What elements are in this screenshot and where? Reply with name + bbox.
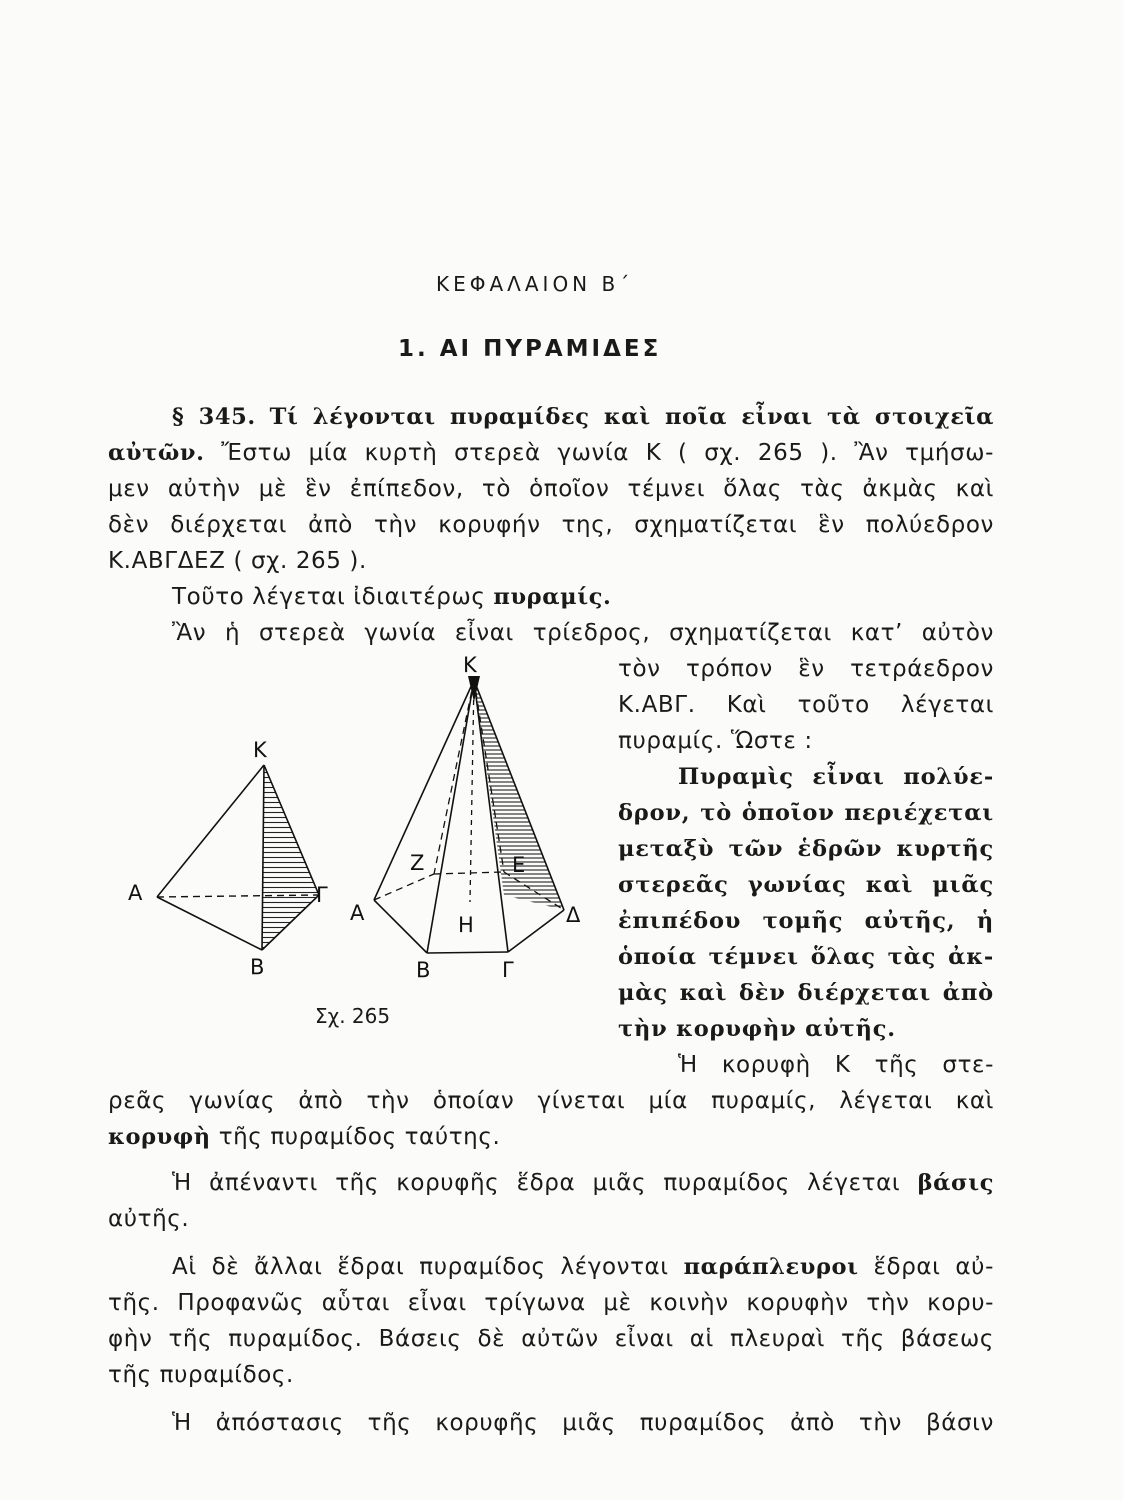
para4-bold: κορυφὴ — [108, 1124, 211, 1150]
para2-text: Τοῦτο λέγεται ἰδιαιτέρως — [172, 584, 486, 610]
para5-text: Ἡ ἀπέναντι τῆς κορυφῆς ἕδρα μιᾶς πυραμίδος λέγεται — [172, 1170, 901, 1196]
pyr-label-k: Κ — [463, 653, 477, 677]
para4-rest: τῆς πυραμίδος ταύτης. — [218, 1124, 501, 1150]
pyr-label-d: Δ — [566, 903, 581, 927]
definition-line7: μὰς καὶ δὲν διέρχεται ἀπὸ — [618, 980, 994, 1006]
para5-line1 — [172, 1170, 994, 1196]
definition-line2: δρον, τὸ ὁποῖον περιέχεται — [618, 800, 994, 826]
para1-heading-end: αὐτῶν. — [108, 440, 205, 466]
para6-line3: φὴν τῆς πυραμίδος. Βάσεις δὲ αὐτῶν εἶναι αἱ πλευραὶ τῆς βάσεως — [108, 1326, 994, 1352]
section-number: § 345. — [172, 404, 256, 430]
para1-line1 — [172, 404, 994, 430]
para5-line2: αὐτῆς. — [108, 1206, 190, 1232]
pyr-label-z: Ζ — [410, 851, 425, 875]
para4-line3 — [108, 1124, 500, 1150]
tetra-label-g: Γ — [316, 883, 328, 907]
para6-text-b: ἕδραι αὐ- — [873, 1254, 994, 1280]
para6-text-a: Αἱ δὲ ἄλλαι ἕδραι πυραμίδος λέγονται — [172, 1254, 669, 1280]
para3-line2: τὸν τρόπον ἓν τετράεδρον — [618, 656, 994, 682]
tetra-label-a: Α — [128, 881, 143, 905]
para2-line — [172, 584, 611, 610]
para4-line2: ρεᾶς γωνίας ἀπὸ τὴν ὁποίαν γίνεται μία πυραμίς, λέγεται καὶ — [108, 1088, 994, 1114]
para2-bold: πυραμίς. — [493, 584, 612, 610]
para1-line2 — [108, 440, 994, 466]
pyr-label-e: Ε — [512, 853, 526, 877]
section-title: 1. ΑΙ ΠΥΡΑΜΙΔΕΣ — [398, 336, 662, 362]
figure-caption: Σχ. 265 — [315, 1004, 391, 1028]
para1-heading: Τί λέγονται πυραμίδες καὶ ποῖα εἶναι τὰ στοιχεῖα — [269, 404, 994, 430]
para6-line2: τῆς. Προφανῶς αὗται εἶναι τρίγωνα μὲ κοινὴν κορυφὴν τὴν κορυ- — [108, 1290, 994, 1316]
chapter-title: ΚΕΦΑΛΑΙΟΝ Β΄ — [436, 272, 634, 296]
para3-line4: πυραμίς. Ὥστε : — [618, 728, 813, 754]
definition-line1: Πυραμὶς εἶναι πολύε- — [678, 764, 994, 790]
para5-bold: βάσις — [917, 1170, 994, 1196]
para3-line3: Κ.ΑΒΓ. Καὶ τοῦτο λέγεται — [618, 692, 994, 718]
pyr-label-g: Γ — [502, 958, 514, 982]
definition-line4: στερεᾶς γωνίας καὶ μιᾶς — [618, 872, 994, 898]
definition-line5: ἐπιπέδου τομῆς αὐτῆς, ἡ — [618, 908, 994, 934]
para1-text: Ἔστω μία κυρτὴ στερεὰ γωνία Κ ( σχ. 265 ). Ἂν τμήσω- — [221, 440, 994, 466]
pyr-label-b: Β — [416, 958, 431, 982]
tetra-label-b: Β — [250, 955, 265, 979]
figure-265 — [110, 640, 610, 1020]
pyramid — [350, 653, 581, 982]
para4-line1: Ἡ κορυφὴ Κ τῆς στε- — [678, 1052, 994, 1078]
tetra-label-k: Κ — [253, 738, 267, 762]
pyr-label-a: Α — [350, 901, 365, 925]
definition-line6: ὁποία τέμνει ὅλας τὰς ἀκ- — [618, 944, 994, 970]
para7-line1: Ἡ ἀπόστασις τῆς κορυφῆς μιᾶς πυραμίδος ἀπὸ τὴν βάσιν — [172, 1410, 994, 1436]
para1-line5: Κ.ΑΒΓΔΕΖ ( σχ. 265 ). — [108, 548, 367, 574]
tetrahedron — [128, 738, 328, 979]
definition-line3: μεταξὺ τῶν ἑδρῶν κυρτῆς — [618, 836, 994, 862]
definition-line8: τὴν κορυφὴν αὐτῆς. — [618, 1016, 896, 1042]
para1-line4: δὲν διέρχεται ἀπὸ τὴν κορυφήν της, σχηματίζεται ἓν πολύεδρον — [108, 512, 994, 538]
para3-line1: Ἂν ἡ στερεὰ γωνία εἶναι τρίεδρος, σχηματίζεται κατ’ αὐτὸν — [172, 620, 994, 646]
para1-line3: μεν αὐτὴν μὲ ἓν ἐπίπεδον, τὸ ὁποῖον τέμνει ὅλας τὰς ἀκμὰς καὶ — [108, 476, 994, 502]
para6-line1 — [172, 1254, 994, 1280]
pyr-label-h: Η — [458, 913, 474, 937]
para6-line4: τῆς πυραμίδος. — [108, 1362, 294, 1388]
para6-bold: παράπλευροι — [683, 1254, 859, 1280]
